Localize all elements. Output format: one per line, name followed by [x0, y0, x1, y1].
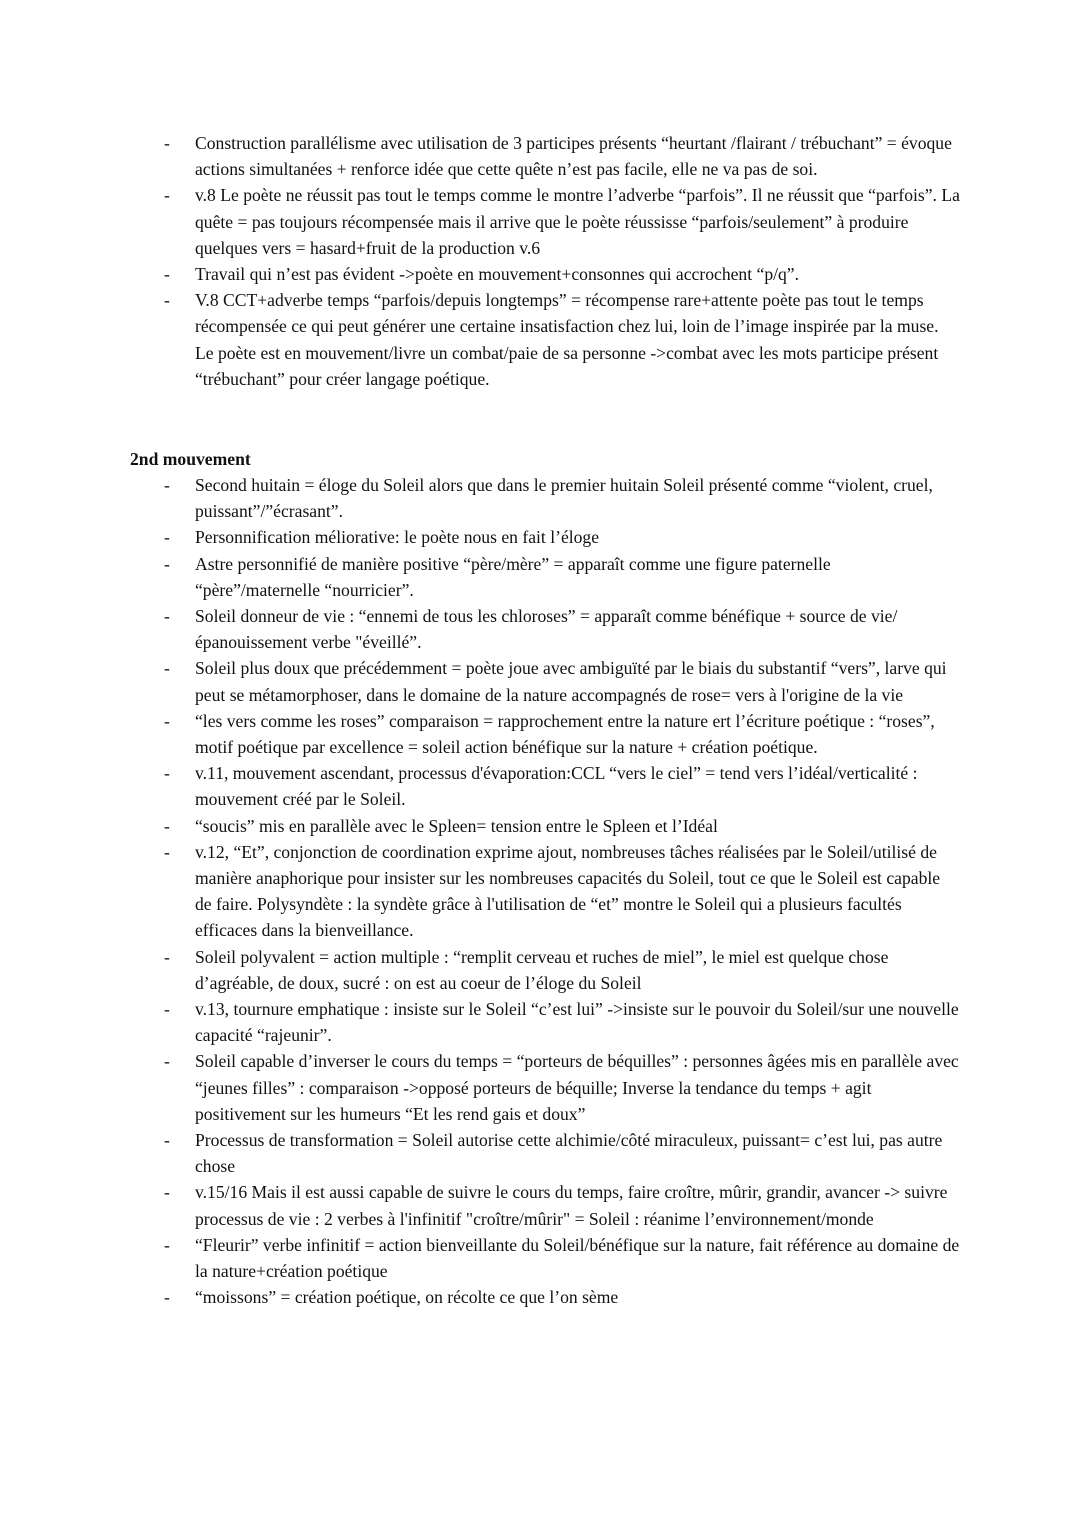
list-item: - Soleil capable d’inverser le cours du temps = “porteurs de béquilles” : personnes âgées mis en parallèle avec “jeunes filles” : comparaison ->opposé porteurs de béquille; Inverse la tendance du temps + agit positivement sur les humeurs “Et les rend gais et doux”	[130, 1048, 960, 1127]
list-item: - Soleil polyvalent = action multiple : “remplit cerveau et ruches de miel”, le miel est quelque chose d’agréable, de doux, sucré : on est au coeur de l’éloge du Soleil	[130, 944, 960, 996]
list-item: - v.12, “Et”, conjonction de coordination exprime ajout, nombreuses tâches réalisées par le Soleil/utilisé de manière anaphorique pour insister sur les nombreuses capacités du Soleil, tout ce que le Soleil est capable de faire. Polysyndète : la syndète grâce à l'utilisation de “et” montre le Soleil qui a plusieurs facultés efficaces dans la bienveillance.	[130, 839, 960, 944]
bullet-list-part-2	[130, 472, 960, 1311]
section-heading: 2nd mouvement	[130, 449, 251, 469]
list-item: - v.15/16 Mais il est aussi capable de suivre le cours du temps, faire croître, mûrir, grandir, avancer -> suivre processus de vie : 2 verbes à l'infinitif "croître/mûrir" = Soleil : réanime l’environnement/monde	[130, 1179, 960, 1231]
list-item: - Astre personnifié de manière positive “père/mère” = apparaît comme une figure paternelle “père”/maternelle “nourricier”.	[130, 551, 960, 603]
list-item: - Soleil plus doux que précédemment = poète joue avec ambiguïté par le biais du substantif “vers”, larve qui peut se métamorphoser, dans le domaine de la nature accompagnés de rose= vers à l'origine de la vie	[130, 655, 960, 707]
list-item: - Construction parallélisme avec utilisation de 3 participes présents “heurtant /flairant / trébuchant” = évoque actions simultanées + renforce idée que cette quête n’est pas facile, elle ne va pas de soi.	[130, 130, 960, 182]
list-item: - “les vers comme les roses” comparaison = rapprochement entre la nature ert l’écriture poétique : “roses”, motif poétique par excellence = soleil action bénéfique sur la nature + création poétique.	[130, 708, 960, 760]
bullet-list-part-1	[130, 130, 960, 392]
list-item: - v.8 Le poète ne réussit pas tout le temps comme le montre l’adverbe “parfois”. Il ne réussit que “parfois”. La quête = pas toujours récompensée mais il arrive que le poète réussisse “parfois/seulement” à produire quelques vers = hasard+fruit de la production v.6	[130, 182, 960, 261]
list-item: - Soleil donneur de vie : “ennemi de tous les chloroses” = apparaît comme bénéfique + source de vie/épanouissement verbe "éveillé”.	[130, 603, 960, 655]
list-item: - “Fleurir” verbe infinitif = action bienveillante du Soleil/bénéfique sur la nature, fait référence au domaine de la nature+création poétique	[130, 1232, 960, 1284]
list-item: - “moissons” = création poétique, on récolte ce que l’on sème	[130, 1284, 960, 1310]
list-item: - Processus de transformation = Soleil autorise cette alchimie/côté miraculeux, puissant= c’est lui, pas autre chose	[130, 1127, 960, 1179]
list-item: - V.8 CCT+adverbe temps “parfois/depuis longtemps” = récompense rare+attente poète pas tout le temps récompensée ce qui peut générer une certaine insatisfaction chez lui, loin de l’image inspirée par la muse. Le poète est en mouvement/livre un combat/paie de sa personne ->combat avec les mots participe présent “trébuchant” pour créer langage poétique.	[130, 287, 960, 392]
list-item: - Second huitain = éloge du Soleil alors que dans le premier huitain Soleil présenté comme “violent, cruel, puissant”/”écrasant”.	[130, 472, 960, 524]
list-item: - v.11, mouvement ascendant, processus d'évaporation:CCL “vers le ciel” = tend vers l’idéal/verticalité : mouvement créé par le Soleil.	[130, 760, 960, 812]
list-item: - “soucis” mis en parallèle avec le Spleen= tension entre le Spleen et l’Idéal	[130, 813, 960, 839]
list-item: - v.13, tournure emphatique : insiste sur le Soleil “c’est lui” ->insiste sur le pouvoir du Soleil/sur une nouvelle capacité “rajeunir”.	[130, 996, 960, 1048]
list-item: - Travail qui n’est pas évident ->poète en mouvement+consonnes qui accrochent “p/q”.	[130, 261, 960, 287]
list-item: - Personnification méliorative: le poète nous en fait l’éloge	[130, 524, 960, 550]
